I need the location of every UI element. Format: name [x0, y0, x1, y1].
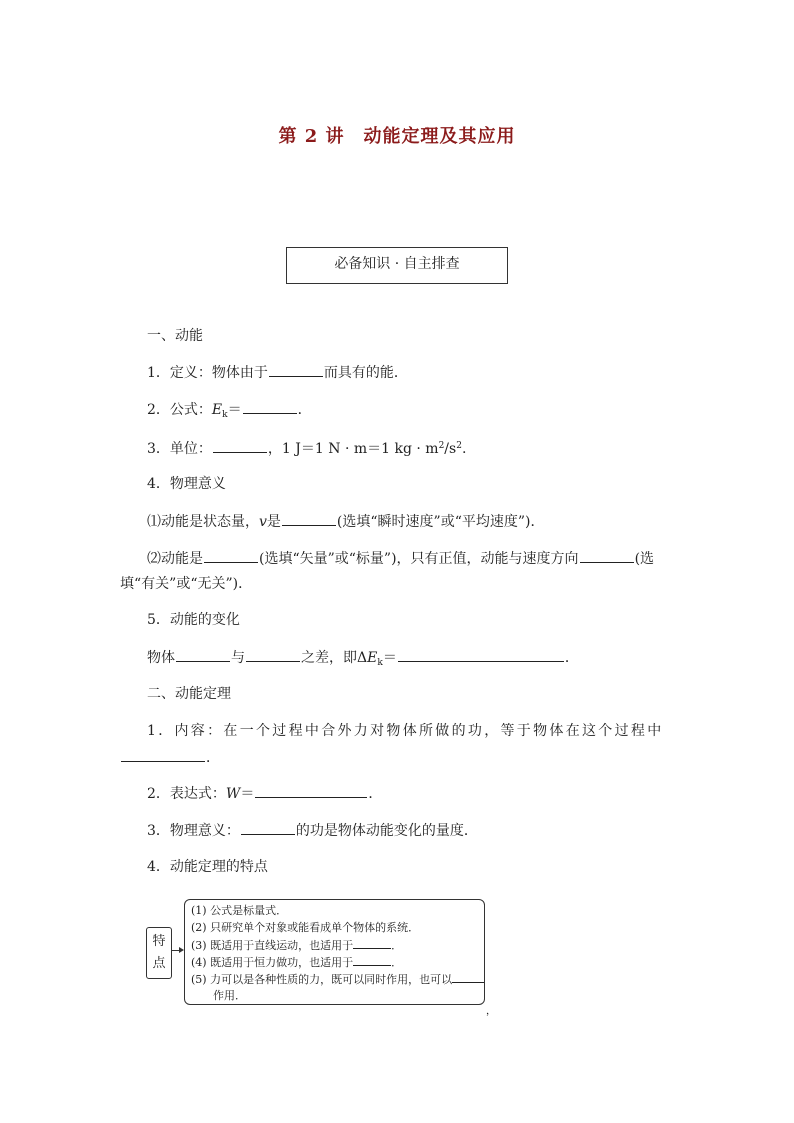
heading-kinetic-energy: 一、动能: [147, 328, 203, 344]
blank[interactable]: [255, 783, 367, 798]
blank[interactable]: [241, 820, 295, 835]
section-box: 必备知识 · 自主排查: [286, 247, 508, 284]
blank[interactable]: [353, 937, 391, 949]
theorem-meaning-line: 3．物理意义： 的功是物体动能变化的量度．: [147, 820, 478, 841]
heading-energy-change: 5．动能的变化: [147, 612, 240, 628]
theorem-content-line: 1．内容：在一个过程中合外力对物体所做的功，等于物体在这个过程中: [147, 723, 664, 739]
expression-line: 2．表达式：W＝ ．: [147, 783, 382, 804]
arrow-icon: [172, 950, 182, 951]
energy-change-line: 物体 与 之差，即$\Delta E_k=$ ．: [147, 647, 579, 673]
theorem-content-continuation: ．: [120, 747, 220, 768]
blank[interactable]: [121, 747, 205, 762]
blank[interactable]: [580, 548, 634, 563]
blank[interactable]: [282, 511, 336, 526]
heading-physical-meaning: 4．物理意义: [147, 476, 226, 492]
blank[interactable]: [204, 548, 258, 563]
feature-item: (1) 公式是标量式．: [191, 904, 288, 917]
formula-line: 2．公式：$E_k=$ ．: [147, 399, 312, 425]
definition-line: 1．定义：物体由于 而具有的能．: [147, 362, 408, 383]
page-title: 第 2 讲 动能定理及其应用: [278, 126, 516, 147]
feature-item: (4) 既适用于恒力做功，也适用于 ．: [191, 956, 403, 969]
blank[interactable]: [213, 438, 267, 453]
features-label-box: 特 点: [146, 927, 172, 979]
feature-item: 作用．: [213, 989, 246, 1002]
heading-theorem: 二、动能定理: [147, 686, 231, 702]
blank[interactable]: [246, 647, 300, 662]
meaning-1-line: ⑴动能是状态量，v是 (选填“瞬时速度”或“平均速度”)．: [147, 511, 544, 532]
features-box: [184, 899, 485, 1005]
feature-item: (2) 只研究单个对象或能看成单个物体的系统．: [191, 921, 420, 934]
blank[interactable]: [452, 971, 484, 983]
blank[interactable]: [398, 647, 564, 662]
unit-line: 3．单位： ，1 J＝1 N · m＝1 kg · $m^2/s^2$.: [147, 436, 466, 459]
blank[interactable]: [176, 647, 230, 662]
blank[interactable]: [353, 954, 391, 966]
feature-item: (3) 既适用于直线运动，也适用于 ．: [191, 939, 403, 952]
meaning-2-line: ⑵动能是 (选填“矢量”或“标量”)，只有正值，动能与速度方向 (选: [147, 548, 654, 569]
meaning-2-continuation: 填“有关”或“无关”)．: [120, 576, 253, 592]
heading-theorem-features: 4．动能定理的特点: [147, 859, 268, 875]
blank[interactable]: [269, 362, 323, 377]
trailing-mark: ，: [486, 1006, 496, 1017]
blank[interactable]: [243, 399, 297, 414]
feature-item: (5) 力可以是各种性质的力，既可以同时作用，也可以: [191, 971, 484, 988]
